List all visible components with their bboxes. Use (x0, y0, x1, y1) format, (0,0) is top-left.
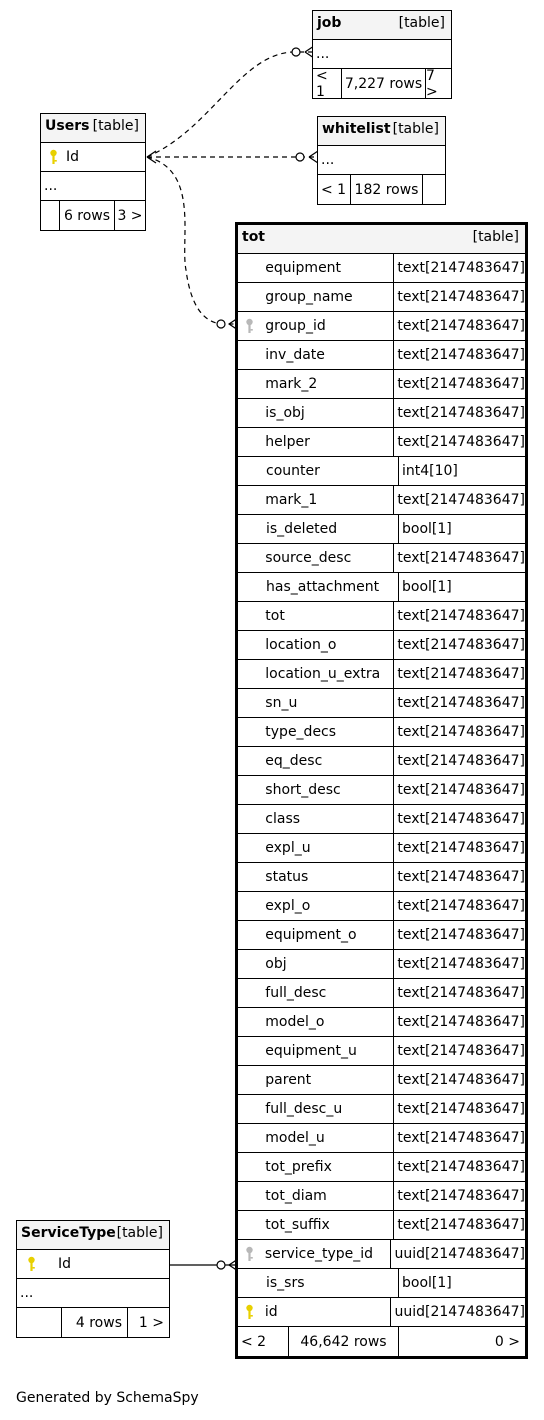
column-name: id (264, 1304, 278, 1320)
key-cell (238, 544, 261, 572)
key-cell (238, 486, 261, 514)
table-row (238, 370, 525, 399)
column-type: bool[1] (398, 1269, 525, 1297)
column-type: text[2147483647] (393, 1124, 525, 1152)
column-name: helper (265, 434, 310, 450)
table-row (238, 486, 525, 515)
table-row (238, 631, 525, 660)
column-name: expl_u (265, 840, 311, 856)
key-cell (238, 1008, 261, 1036)
table-row (238, 312, 525, 341)
key-cell (238, 950, 261, 978)
table-servicetype[interactable] (16, 1220, 170, 1338)
column-name: inv_date (265, 347, 325, 363)
crowfoot-marker-whitelist (296, 151, 318, 163)
table-name[interactable]: job (317, 15, 342, 31)
column-type: text[2147483647] (393, 283, 525, 311)
columns-placeholder: ... (20, 1285, 34, 1301)
column-type: bool[1] (398, 573, 525, 601)
column-type: text[2147483647] (393, 1008, 525, 1036)
column-type: text[2147483647] (393, 486, 525, 514)
table-row (238, 718, 525, 747)
key-cell (238, 747, 261, 775)
primary-key-icon (49, 149, 58, 165)
table-row (238, 805, 525, 834)
column-name: tot_suffix (265, 1217, 330, 1233)
key-cell (238, 370, 261, 398)
column-name: is_srs (266, 1275, 305, 1291)
column-type: text[2147483647] (393, 718, 525, 746)
column-label: Id (58, 1256, 72, 1272)
column-name: service_type_id (264, 1246, 374, 1262)
generated-by-footer: Generated by SchemaSpy (16, 1390, 199, 1406)
key-cell (238, 1153, 261, 1181)
column-name: status (265, 869, 309, 885)
table-kind: [table] (116, 1225, 163, 1241)
nav-next[interactable]: 3 > (114, 201, 145, 230)
column-type: text[2147483647] (393, 979, 525, 1007)
column-name: class (265, 811, 301, 827)
column-type: text[2147483647] (393, 1211, 525, 1239)
column-row (41, 143, 145, 172)
table-row (238, 834, 525, 863)
column-type: text[2147483647] (393, 1037, 525, 1065)
table-row (238, 950, 525, 979)
key-cell (238, 254, 261, 282)
key-cell (238, 805, 261, 833)
nav-next[interactable] (422, 175, 445, 204)
table-row (238, 457, 525, 486)
nav-prev[interactable] (41, 201, 59, 230)
column-type: text[2147483647] (393, 544, 525, 572)
column-type: text[2147483647] (393, 1095, 525, 1123)
column-name: tot (265, 608, 285, 624)
table-header (41, 114, 145, 143)
column-name: location_u_extra (265, 666, 381, 682)
key-cell (238, 660, 261, 688)
table-row (238, 341, 525, 370)
column-type: text[2147483647] (393, 1153, 525, 1181)
table-row (238, 1269, 525, 1298)
column-name: type_decs (265, 724, 337, 740)
column-type: text[2147483647] (393, 950, 525, 978)
key-cell (238, 892, 261, 920)
column-name (41, 143, 145, 171)
row-count: 46,642 rows (288, 1327, 398, 1356)
table-tot[interactable] (235, 222, 528, 1359)
column-name: short_desc (265, 782, 341, 798)
column-name: tot_prefix (265, 1159, 332, 1175)
nav-next[interactable]: 1 > (127, 1308, 169, 1337)
key-cell (238, 834, 261, 862)
key-cell (238, 718, 261, 746)
key-cell (238, 776, 261, 804)
column-name: sn_u (265, 695, 298, 711)
table-kind: [table] (392, 121, 439, 137)
column-name: is_deleted (266, 521, 338, 537)
table-row (238, 979, 525, 1008)
key-cell (238, 1037, 261, 1065)
columns-row (17, 1279, 169, 1308)
table-footer (238, 1327, 525, 1356)
table-row (238, 254, 525, 283)
column-type: text[2147483647] (393, 428, 525, 456)
foreign-key-icon (238, 312, 261, 340)
column-type: text[2147483647] (393, 863, 525, 891)
column-type: int4[10] (398, 457, 525, 485)
table-footer (313, 69, 451, 98)
column-type: text[2147483647] (393, 834, 525, 862)
columns-placeholder: ... (44, 178, 58, 194)
table-name[interactable]: whitelist (322, 121, 391, 137)
column-name: group_id (265, 318, 326, 334)
column-name: group_name (265, 289, 353, 305)
column-name: full_desc (265, 985, 327, 1001)
column-name: tot_diam (265, 1188, 327, 1204)
column-name: has_attachment (266, 579, 380, 595)
key-cell (238, 1066, 261, 1094)
column-name (17, 1250, 169, 1278)
table-row (238, 573, 525, 602)
column-type: uuid[2147483647] (390, 1240, 525, 1268)
column-type: text[2147483647] (393, 776, 525, 804)
key-cell (238, 631, 261, 659)
column-type: uuid[2147483647] (390, 1298, 525, 1326)
key-cell (238, 921, 261, 949)
table-job[interactable] (312, 10, 452, 99)
column-type: text[2147483647] (393, 254, 525, 282)
tot-columns (238, 254, 525, 1327)
row-count: 7,227 rows (341, 69, 425, 98)
column-type: bool[1] (398, 515, 525, 543)
nav-next[interactable]: 7 > (425, 69, 451, 98)
table-row (238, 1008, 525, 1037)
nav-prev[interactable]: < 1 (316, 67, 328, 100)
table-kind: [table] (472, 229, 519, 245)
primary-key-icon (27, 1256, 36, 1272)
key-cell (238, 689, 261, 717)
column-type: text[2147483647] (393, 892, 525, 920)
table-footer (17, 1308, 169, 1337)
table-kind: [table] (398, 15, 445, 31)
foreign-key-icon (238, 1240, 261, 1268)
column-type: text[2147483647] (393, 631, 525, 659)
columns-row (318, 146, 445, 175)
table-users[interactable] (40, 113, 146, 231)
table-row (238, 1124, 525, 1153)
table-header (313, 11, 451, 40)
column-name: eq_desc (265, 753, 323, 769)
table-footer (318, 175, 445, 204)
key-cell (238, 573, 262, 601)
column-type: text[2147483647] (393, 341, 525, 369)
key-cell (238, 457, 262, 485)
column-type: text[2147483647] (393, 805, 525, 833)
column-name: is_obj (265, 405, 305, 421)
table-row (238, 1066, 525, 1095)
key-cell (238, 399, 261, 427)
primary-key-icon (238, 1298, 261, 1326)
table-header (17, 1221, 169, 1250)
nav-next[interactable]: 0 > (398, 1327, 525, 1356)
column-name: parent (265, 1072, 312, 1088)
row-count: 4 rows (61, 1308, 127, 1337)
nav-prev[interactable]: < 2 (241, 1333, 267, 1350)
table-row (238, 921, 525, 950)
relation-users-tot-group (147, 157, 238, 324)
table-row (238, 1182, 525, 1211)
columns-placeholder: ... (316, 46, 330, 62)
key-cell (238, 863, 261, 891)
table-header (318, 117, 445, 146)
table-row (238, 283, 525, 312)
column-type: text[2147483647] (393, 1066, 525, 1094)
nav-prev[interactable] (17, 1308, 61, 1337)
table-footer (41, 201, 145, 230)
column-name: location_o (265, 637, 337, 653)
columns-row (41, 172, 145, 201)
columns-placeholder: ... (321, 152, 335, 168)
table-row (238, 515, 525, 544)
column-name: mark_1 (265, 492, 318, 508)
column-name: equipment (265, 260, 342, 276)
column-type: text[2147483647] (393, 602, 525, 630)
column-name: model_o (265, 1014, 325, 1030)
key-cell (238, 979, 261, 1007)
key-cell (238, 428, 261, 456)
table-row (238, 689, 525, 718)
table-row (238, 602, 525, 631)
table-name[interactable]: ServiceType (21, 1225, 116, 1241)
table-row (238, 1037, 525, 1066)
nav-prev[interactable]: < 1 (321, 181, 347, 198)
table-row (238, 747, 525, 776)
column-type: text[2147483647] (393, 399, 525, 427)
row-count: 182 rows (350, 175, 422, 204)
column-type: text[2147483647] (393, 747, 525, 775)
key-cell (238, 1095, 261, 1123)
key-cell (238, 1124, 261, 1152)
relation-users-job (147, 52, 314, 157)
key-cell (238, 1211, 261, 1239)
column-type: text[2147483647] (393, 921, 525, 949)
table-name[interactable]: tot (242, 229, 266, 245)
columns-row (313, 40, 451, 69)
table-row (238, 1211, 525, 1240)
column-name: full_desc_u (265, 1101, 343, 1117)
table-row (238, 1240, 525, 1269)
row-count: 6 rows (59, 201, 114, 230)
column-name: counter (266, 463, 320, 479)
column-name: source_desc (265, 550, 352, 566)
column-type: text[2147483647] (393, 312, 525, 340)
column-type: text[2147483647] (393, 660, 525, 688)
column-name: model_u (265, 1130, 325, 1146)
table-row (238, 544, 525, 573)
column-row (17, 1250, 169, 1279)
column-name: equipment_o (265, 927, 357, 943)
table-kind: [table] (92, 118, 139, 134)
table-row (238, 1298, 525, 1327)
column-name: equipment_u (265, 1043, 357, 1059)
key-cell (238, 515, 262, 543)
table-row (238, 1095, 525, 1124)
column-type: text[2147483647] (393, 689, 525, 717)
table-row (238, 776, 525, 805)
table-header (238, 225, 525, 254)
table-row (238, 1153, 525, 1182)
table-row (238, 660, 525, 689)
table-row (238, 863, 525, 892)
key-cell (238, 1182, 261, 1210)
column-type: text[2147483647] (393, 1182, 525, 1210)
column-name: mark_2 (265, 376, 318, 392)
column-type: text[2147483647] (393, 370, 525, 398)
key-cell (238, 1269, 262, 1297)
table-whitelist[interactable] (317, 116, 446, 205)
table-name[interactable]: Users (45, 118, 90, 134)
table-row (238, 892, 525, 921)
column-label: Id (66, 149, 80, 165)
key-cell (238, 341, 261, 369)
column-name: expl_o (265, 898, 311, 914)
table-row (238, 399, 525, 428)
key-cell (238, 602, 261, 630)
key-cell (238, 283, 261, 311)
table-row (238, 428, 525, 457)
column-name: obj (265, 956, 287, 972)
